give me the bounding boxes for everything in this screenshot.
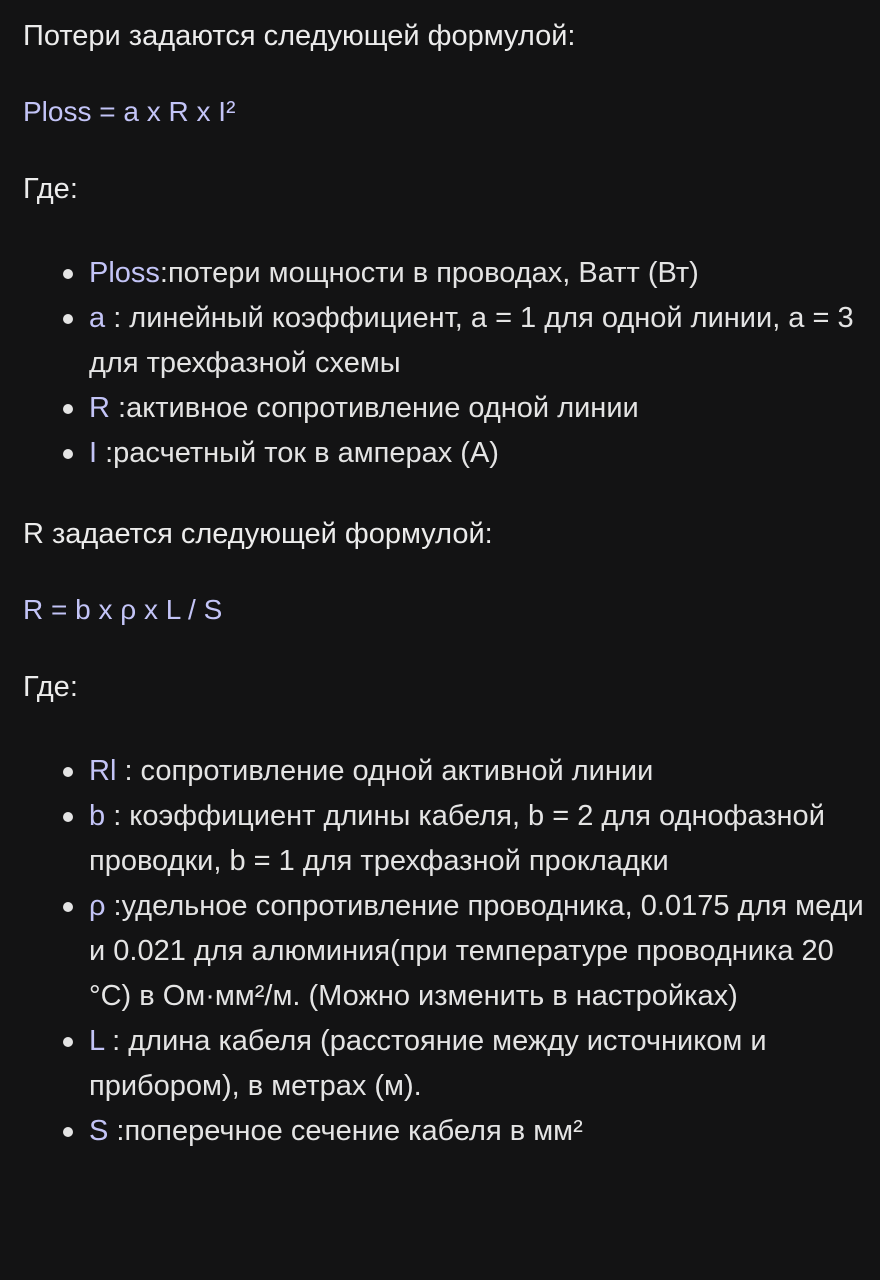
section2-where-label: Где: — [23, 671, 78, 703]
symbol: R — [89, 392, 110, 424]
bullet-icon — [63, 314, 73, 324]
section1-definitions-list — [23, 251, 868, 476]
section1-heading: Потери задаются следующей формулой: — [23, 20, 576, 52]
symbol: L — [89, 1025, 105, 1057]
symbol: a — [89, 302, 106, 334]
definition-text: :удельное сопротивление проводника, 0.0175 для меди и 0.021 для алюминия(при температуре проводника 20 °C) в Ом·мм²/м. (Можно изменить в настройках) — [89, 890, 864, 1012]
list-item — [89, 794, 868, 884]
definition-text: :расчетный ток в амперах (A) — [97, 437, 499, 469]
ploss-formula: Ploss = a x R x I² — [23, 96, 236, 127]
r-formula: R = b x ρ x L / S — [23, 594, 223, 625]
symbol: I — [89, 437, 98, 469]
list-item — [89, 296, 868, 386]
article-content — [23, 16, 868, 1154]
symbol: Ploss — [89, 257, 160, 289]
bullet-icon — [63, 902, 73, 912]
list-item — [89, 749, 868, 794]
bullet-icon — [63, 767, 73, 777]
bullet-icon — [63, 1127, 73, 1137]
section2-definitions-list — [23, 749, 868, 1154]
definition-text: :поперечное сечение кабеля в мм² — [108, 1115, 583, 1147]
section1-where-label: Где: — [23, 173, 78, 205]
definition-text: :активное сопротивление одной линии — [109, 392, 639, 424]
definition-text: : коэффициент длины кабеля, b = 2 для однофазной проводки, b = 1 для трехфазной прокладки — [89, 800, 825, 877]
definition-text: :потери мощности в проводах, Ватт (Вт) — [159, 257, 699, 289]
bullet-icon — [63, 404, 73, 414]
list-item — [89, 1019, 868, 1109]
definition-text: : сопротивление одной активной линии — [116, 755, 654, 787]
bullet-icon — [63, 812, 73, 822]
symbol: Rl — [89, 755, 117, 787]
section2-heading: R задается следующей формулой: — [23, 518, 493, 550]
bullet-icon — [63, 449, 73, 459]
list-item — [89, 884, 868, 1019]
symbol: S — [89, 1115, 109, 1147]
definition-text: : линейный коэффициент, a = 1 для одной линии, a = 3 для трехфазной схемы — [89, 302, 854, 379]
symbol: ρ — [89, 890, 106, 922]
list-item — [89, 251, 868, 296]
bullet-icon — [63, 269, 73, 279]
list-item — [89, 386, 868, 431]
definition-text: : длина кабеля (расстояние между источником и прибором), в метрах (м). — [89, 1025, 767, 1102]
symbol: b — [89, 800, 106, 832]
list-item — [89, 1109, 868, 1154]
list-item — [89, 431, 868, 476]
bullet-icon — [63, 1037, 73, 1047]
